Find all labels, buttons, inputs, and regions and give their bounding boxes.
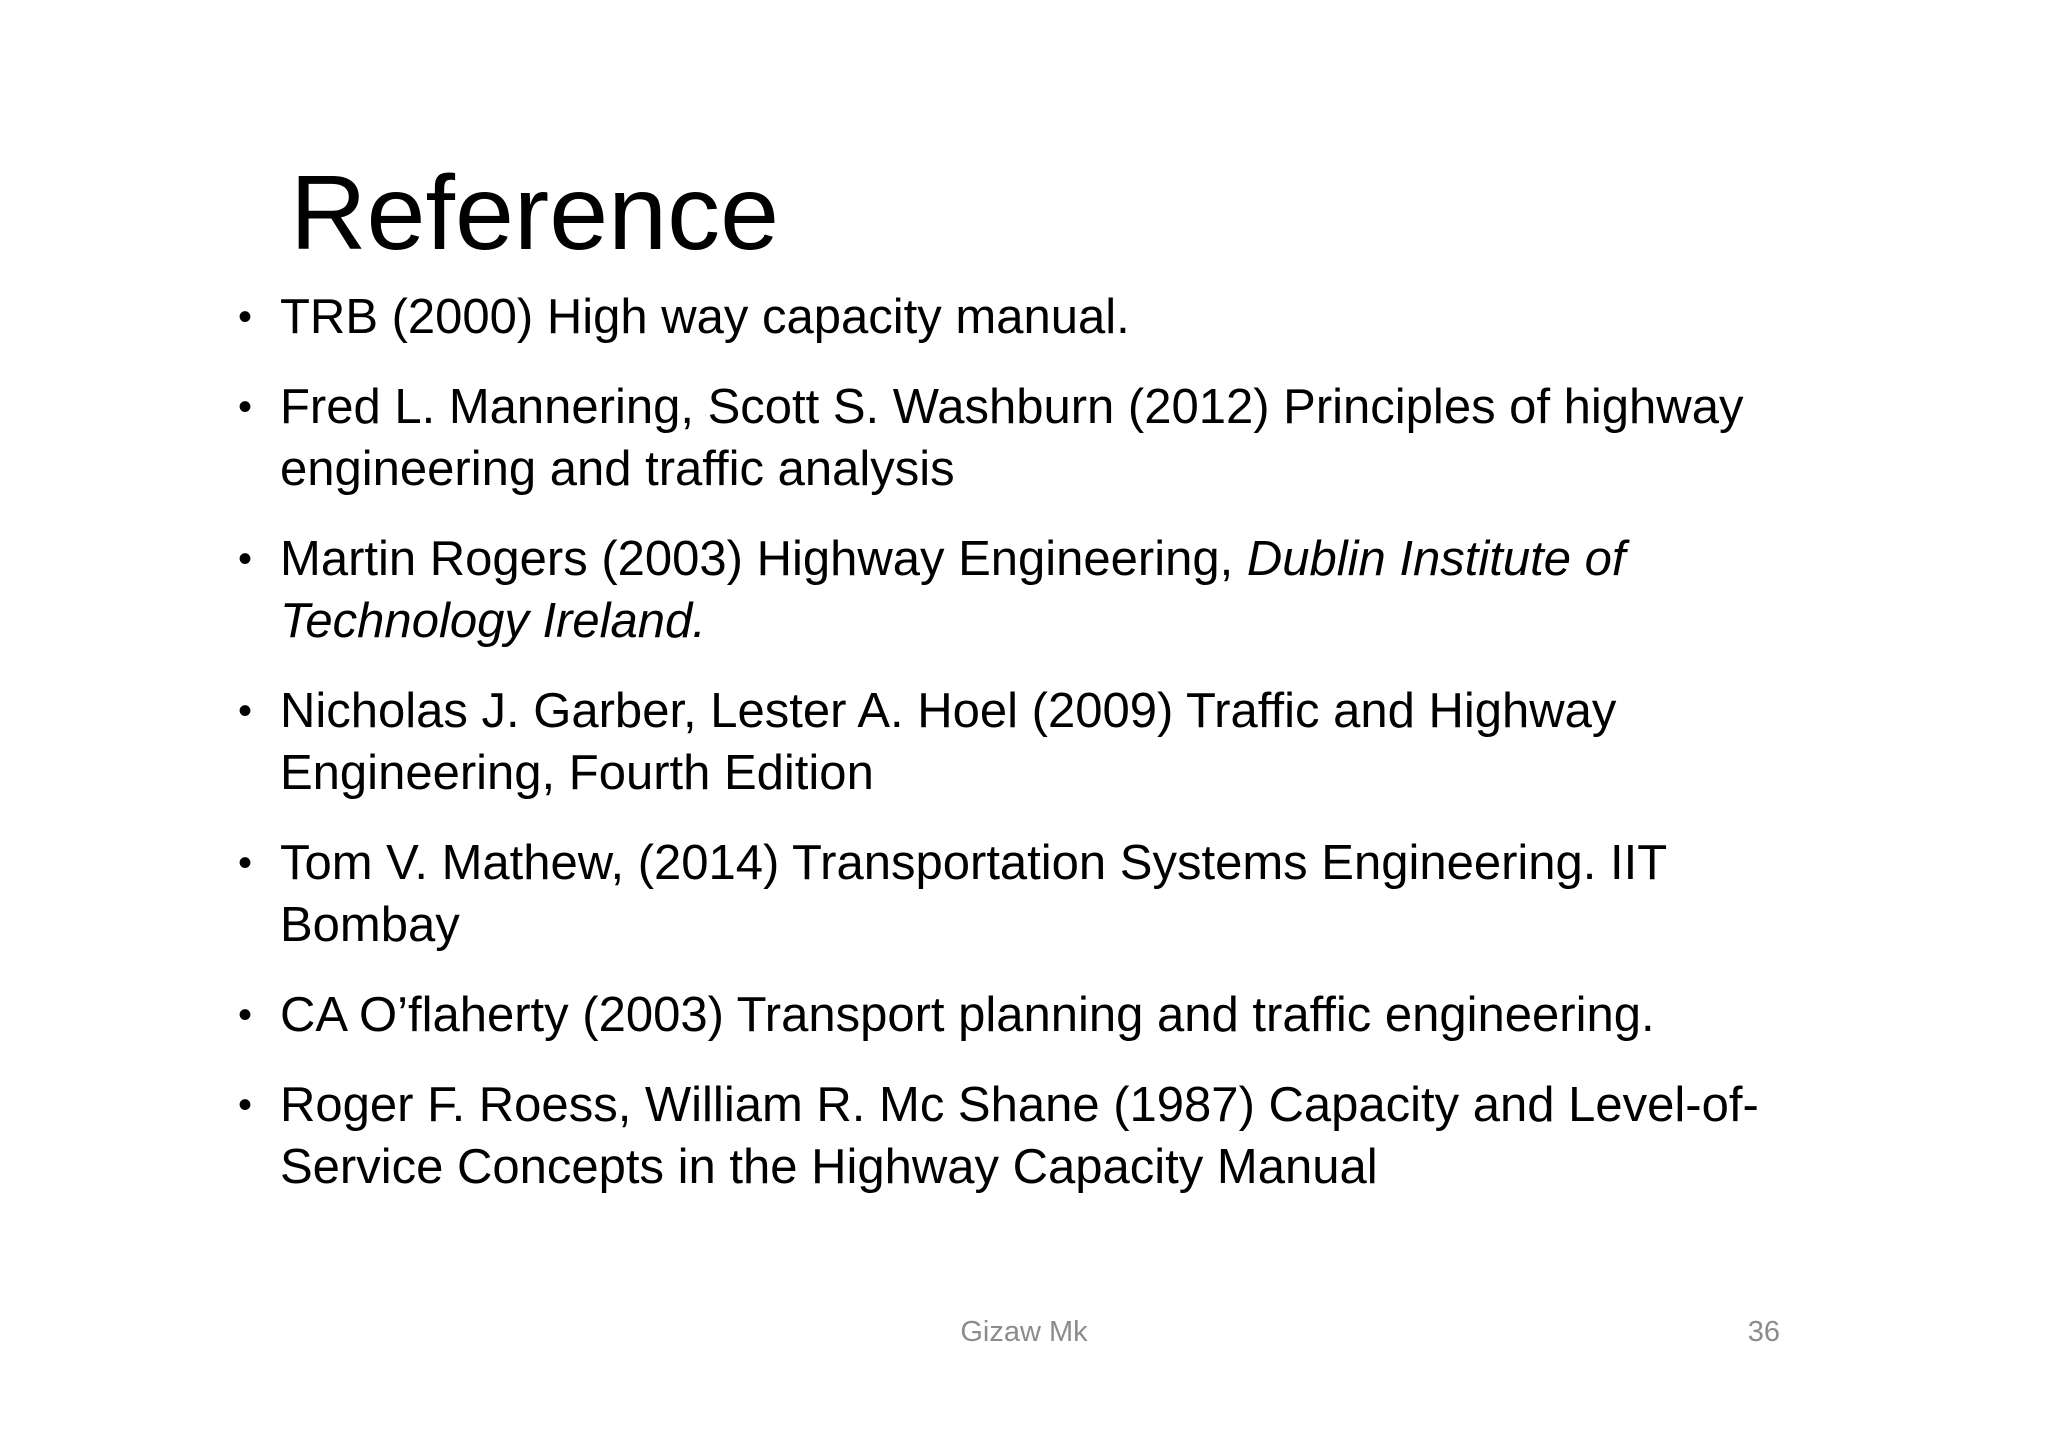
reference-item xyxy=(238,376,1838,500)
reference-text: Roger F. Roess, William R. Mc Shane (1987) Capacity and Level-of-Service Concepts in the Highway Capacity Manual xyxy=(280,1078,1759,1194)
bullet-icon: • xyxy=(238,993,253,1037)
reference-list xyxy=(238,286,1838,1226)
reference-item xyxy=(238,984,1838,1046)
bullet-icon: • xyxy=(238,385,253,429)
reference-item xyxy=(238,832,1838,956)
reference-text-italic: Dublin Institute of Technology Ireland. xyxy=(280,532,1626,648)
bullet-icon: • xyxy=(238,689,253,733)
bullet-icon: • xyxy=(238,537,253,581)
reference-item xyxy=(238,286,1838,348)
page-number: 36 xyxy=(1747,1316,1780,1348)
bullet-icon: • xyxy=(238,841,253,885)
reference-text: TRB (2000) High way capacity manual. xyxy=(280,290,1130,344)
reference-text: Fred L. Mannering, Scott S. Washburn (2012) Principles of highway engineering and traffic analysis xyxy=(280,380,1744,496)
reference-item xyxy=(238,1074,1838,1198)
reference-text: CA O’flaherty (2003) Transport planning and traffic engineering. xyxy=(280,988,1655,1042)
bullet-icon: • xyxy=(238,1083,253,1127)
footer-author: Gizaw Mk xyxy=(960,1316,1088,1348)
reference-text: Martin Rogers (2003) Highway Engineering, xyxy=(280,532,1247,586)
slide-title: Reference xyxy=(290,154,780,272)
bullet-icon: • xyxy=(238,295,253,339)
reference-text: Tom V. Mathew, (2014) Transportation Systems Engineering. IIT Bombay xyxy=(280,836,1667,952)
reference-item xyxy=(238,680,1838,804)
reference-text: Nicholas J. Garber, Lester A. Hoel (2009) Traffic and Highway Engineering, Fourth Edition xyxy=(280,684,1617,800)
reference-item xyxy=(238,528,1838,652)
